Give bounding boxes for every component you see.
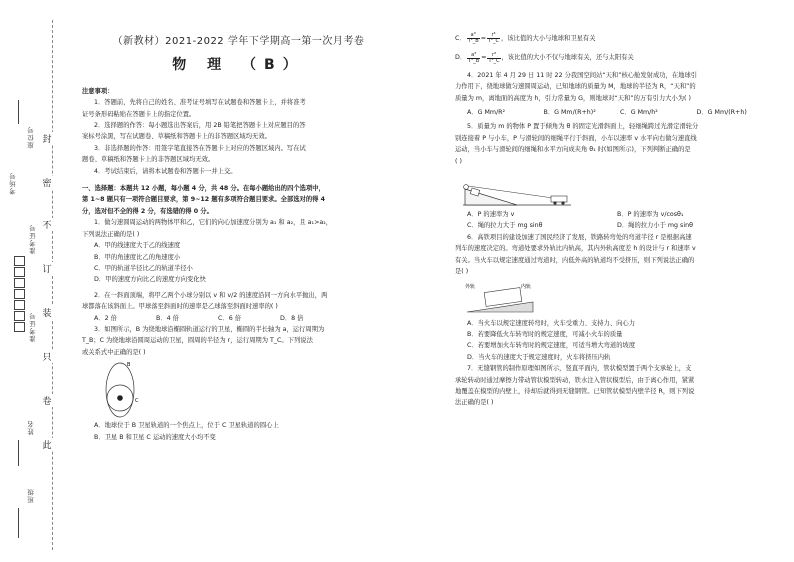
left-column	[82, 0, 395, 562]
notice-line: 证号条形码粘贴在答题卡上的指定位置。	[82, 110, 196, 118]
option: D．绳的拉力小于 mg sinθ	[617, 222, 693, 230]
notice-line: 3．非选择题的作答：用签字笔直接答在答题卡上对应的答题区域内。写在试	[94, 144, 306, 152]
option: D．当火车的速度大于规定速度时，火车将挤压内轨	[467, 353, 611, 361]
cut-char: 封	[40, 132, 54, 145]
seat-label: 座位号	[27, 126, 35, 149]
label-b: B	[127, 362, 131, 369]
question-stem: 1．做匀速圆周运动的两物体甲和乙，它们的向心加速度分别为 a₁ 和 a₂，且 a₁>a₂，	[94, 219, 333, 227]
option: C．6 倍	[218, 314, 241, 322]
cut-char: 装	[40, 306, 54, 319]
label-c: C	[135, 398, 139, 405]
rail-figure	[463, 278, 543, 318]
cart	[551, 196, 567, 202]
option: C．绳的拉力大于 mg sinθ	[467, 222, 543, 230]
option: B．4 倍	[156, 314, 179, 322]
fraction: $\frac{\text{r³}}{\text{T²\_C}}$	[488, 51, 500, 64]
notice-line: 案标号涂黑，写在试题卷、草稿纸和答题卡上的非答题区域均无效。	[82, 133, 271, 141]
class-label: 班级	[27, 488, 35, 503]
option: A．地球位于 B 卫星轨道的一个焦点上，位于 C 卫星轨道的圆心上	[94, 422, 279, 430]
question-stem: 质量为 m，离地面的高度为 h，引力常量为 G，则地球对“天和”的万有引力大小为( )	[455, 94, 691, 102]
cut-char: 密	[40, 176, 54, 189]
ticket-number-boxes	[14, 256, 25, 326]
fraction: $\frac{\text{r³}}{\text{T²\_C}}$	[487, 32, 500, 45]
option: A．P 的速率为 v	[467, 211, 515, 219]
question-stem: 是( )	[455, 268, 469, 276]
wheel	[561, 201, 564, 204]
seat-underline	[18, 100, 19, 124]
question-stem: ( )	[455, 157, 462, 165]
wheel	[553, 201, 556, 204]
question-stem: 运动，当小车与滑轮间的细绳和水平方向成夹角 θ₁ 时(如图所示)，下列判断正确的是	[455, 146, 691, 154]
section-heading: 第 1~8 题只有一项符合题目要求，第 9~12 题有多项符合题目要求。全部选对的得 4	[82, 196, 326, 204]
question-stem: 承轮转动时通过摩擦力带动管状模型转动，铁水注入管状模型后，由于离心作用，紧紧	[455, 376, 695, 384]
fraction: $\frac{\text{a³}}{\text{T²\_B}}$	[467, 32, 479, 45]
train-car	[484, 287, 522, 306]
cut-char: 卷	[40, 394, 54, 407]
ticket-label: 准考证号	[29, 224, 37, 254]
question-stem: 地覆盖在模型的内壁上，待却后就得到无缝钢管。已知管状模型内壁半径 R，则下列说	[455, 387, 695, 395]
option-text: ，该比值的大小不仅与地球有关，还与太阳有关	[501, 54, 634, 62]
pulley	[464, 185, 469, 190]
option: B．甲的角速度比乙的角速度小	[94, 253, 181, 261]
option: C．若要增加火车转弯时的规定速度，可适当增大弯道的坡度	[467, 342, 636, 350]
option: D．8 倍	[280, 314, 304, 322]
question-stem: 球都落在该斜面上。甲球落至斜面时的速率是乙球落至斜面时速率的( )	[82, 303, 278, 311]
option-text: ，该比值的大小与地球和卫星有关	[501, 35, 596, 42]
question-stem: 6．高铁项目的建设加速了国民经济了发展，铁路转弯处的弯道半径 r 是根据高速	[467, 233, 692, 241]
earth	[117, 395, 123, 401]
option-row	[455, 220, 773, 231]
option: B．P 的速率为 v/cosθ₁	[617, 211, 684, 219]
question-stem: 7．无缝钢管的制作原理如图所示，竖直平面内，管状模型置于两个支承轮上，支	[467, 365, 692, 373]
name-underline	[18, 440, 19, 466]
ticket-label-lower: 准考证号	[29, 312, 37, 342]
q3-option-c: C． $\frac{\text{a³}}{\text{T²\_B}}$ = $\frac{\text{r³}}{\text{T²\_C}}$ ，该比值的大小与地球和卫星有关	[455, 32, 596, 45]
cut-char: 不	[40, 218, 54, 231]
label-inner-rail: 内轨	[521, 283, 532, 290]
option: D．甲的速度方向比乙的速度方向变化快	[94, 276, 206, 284]
right-column	[455, 0, 773, 562]
cut-char: 只	[40, 350, 54, 363]
question-stem: 法正确的是( )	[455, 399, 494, 407]
question-stem: 2．在一斜面顶端，将甲乙两个小球分别以 v 和 v/2 的速度沿同一方向水平抛出，两	[94, 291, 328, 299]
notice-title: 注意事项：	[82, 87, 114, 95]
binding-margin	[0, 0, 64, 562]
question-stem: 别连接着 P 与小车，P 与滑轮间的细绳平行于斜面，小车以速率 v 水平向右做匀速直线	[455, 134, 697, 142]
cut-char: 此	[40, 438, 54, 451]
cut-line	[52, 20, 53, 550]
notice-line: 1．答题前，先将自己的姓名、准考证号填写在试题卷和答题卡上，并将准考	[94, 99, 306, 107]
question-stem: 5．质量为 m 的物体 P 置于倾角为 θ 的固定光滑斜面上，轻细绳跨过光滑定滑轮分	[467, 123, 699, 131]
orbit-figure	[100, 358, 170, 420]
option: C．G Mm/h²	[620, 109, 658, 117]
cut-char: 订	[40, 262, 54, 275]
option-row	[455, 209, 773, 220]
question-stem: 列车的速度决定的。弯道处要求外轨比内轨高，其内外轨高度差 h 的设计与 r 和速率 v	[455, 245, 696, 253]
option-row	[455, 107, 773, 118]
option: B．若要降低火车转弯时的规定速度，可减小火车的质量	[467, 330, 623, 338]
option: B．G Mm/(R+h)²	[543, 109, 596, 117]
question-stem: 下列说法正确的是( )	[82, 230, 140, 238]
notice-line: 4．考试结束后，请将本试题卷和答题卡一并上交。	[94, 167, 237, 175]
section-heading: 一、选择题：本题共 12 小题，每小题 4 分，共 48 分。在每小题给出的四个选项中，	[82, 185, 325, 193]
option-row	[82, 313, 395, 324]
class-underline	[18, 508, 19, 538]
section-heading: 分，选对但不全的得 2 分，有选错的得 0 分。	[82, 207, 213, 215]
question-stem: T_B；C 为绕地球沿圆周运动的卫星，圆周的半径为 r，运行周期为 T_C。下列说法	[82, 337, 313, 345]
option: A．当火车以规定速度转弯时，火车受重力、支持力、向心力	[467, 319, 636, 327]
exam-title: 物 理 （B）	[172, 57, 305, 74]
name-label: 姓名	[27, 420, 35, 435]
option: B．卫星 B 和卫星 C 运动的速度大小均不变	[94, 433, 216, 441]
notice-line: 2．选择题的作答：每小题选出答案后，用 2B 铅笔把答题卡上对应题目的答	[94, 122, 306, 130]
question-stem: 力作用下，绕地球做匀速圆周运动，已知地球的质量为 M，地球的半径为 R，“天和”的	[455, 83, 696, 91]
question-stem: 3．如图所示，B 为绕地球沿椭圆轨道运行的卫星，椭圆的半长轴为 a，运行周期为	[94, 325, 325, 333]
question-stem: 或关系式中正确的是( )	[82, 348, 146, 356]
label-outer-rail: 外轨	[465, 283, 476, 290]
option: C．甲的轨道半径比乙的轨道半径小	[94, 264, 193, 272]
exam-room-label: 考场号	[9, 172, 17, 195]
q3-option-d: D． $\frac{\text{a³}}{\text{T²\_B}}$ = $\frac{\text{r³}}{\text{T²\_C}}$ ，该比值的大小不仅与地球有关，还与太阳有关	[455, 51, 634, 64]
option: D．G Mm/(R+h)	[696, 109, 747, 117]
question-stem: 4．2021 年 4 月 29 日 11 时 22 分我国空间站“天和”核心舱发射成功，在地球引	[467, 71, 698, 79]
option: A．甲的线速度大于乙的线速度	[94, 242, 181, 250]
fraction: $\frac{\text{a³}}{\text{T²\_B}}$	[468, 51, 480, 64]
incline-figure	[461, 167, 581, 209]
option: A．2 倍	[94, 314, 117, 322]
notice-line: 题卷、草稿纸和答题卡上的非答题区域均无效。	[82, 156, 215, 164]
option: A．G Mm/R²	[467, 109, 506, 117]
question-stem: 有关。当火车以规定速度通过弯道时，内低外高的轨道均不受挤压，则下列说法正确的	[455, 256, 695, 264]
exam-header: （新教材）2021-2022 学年下学期高一第一次月考卷	[112, 36, 365, 47]
